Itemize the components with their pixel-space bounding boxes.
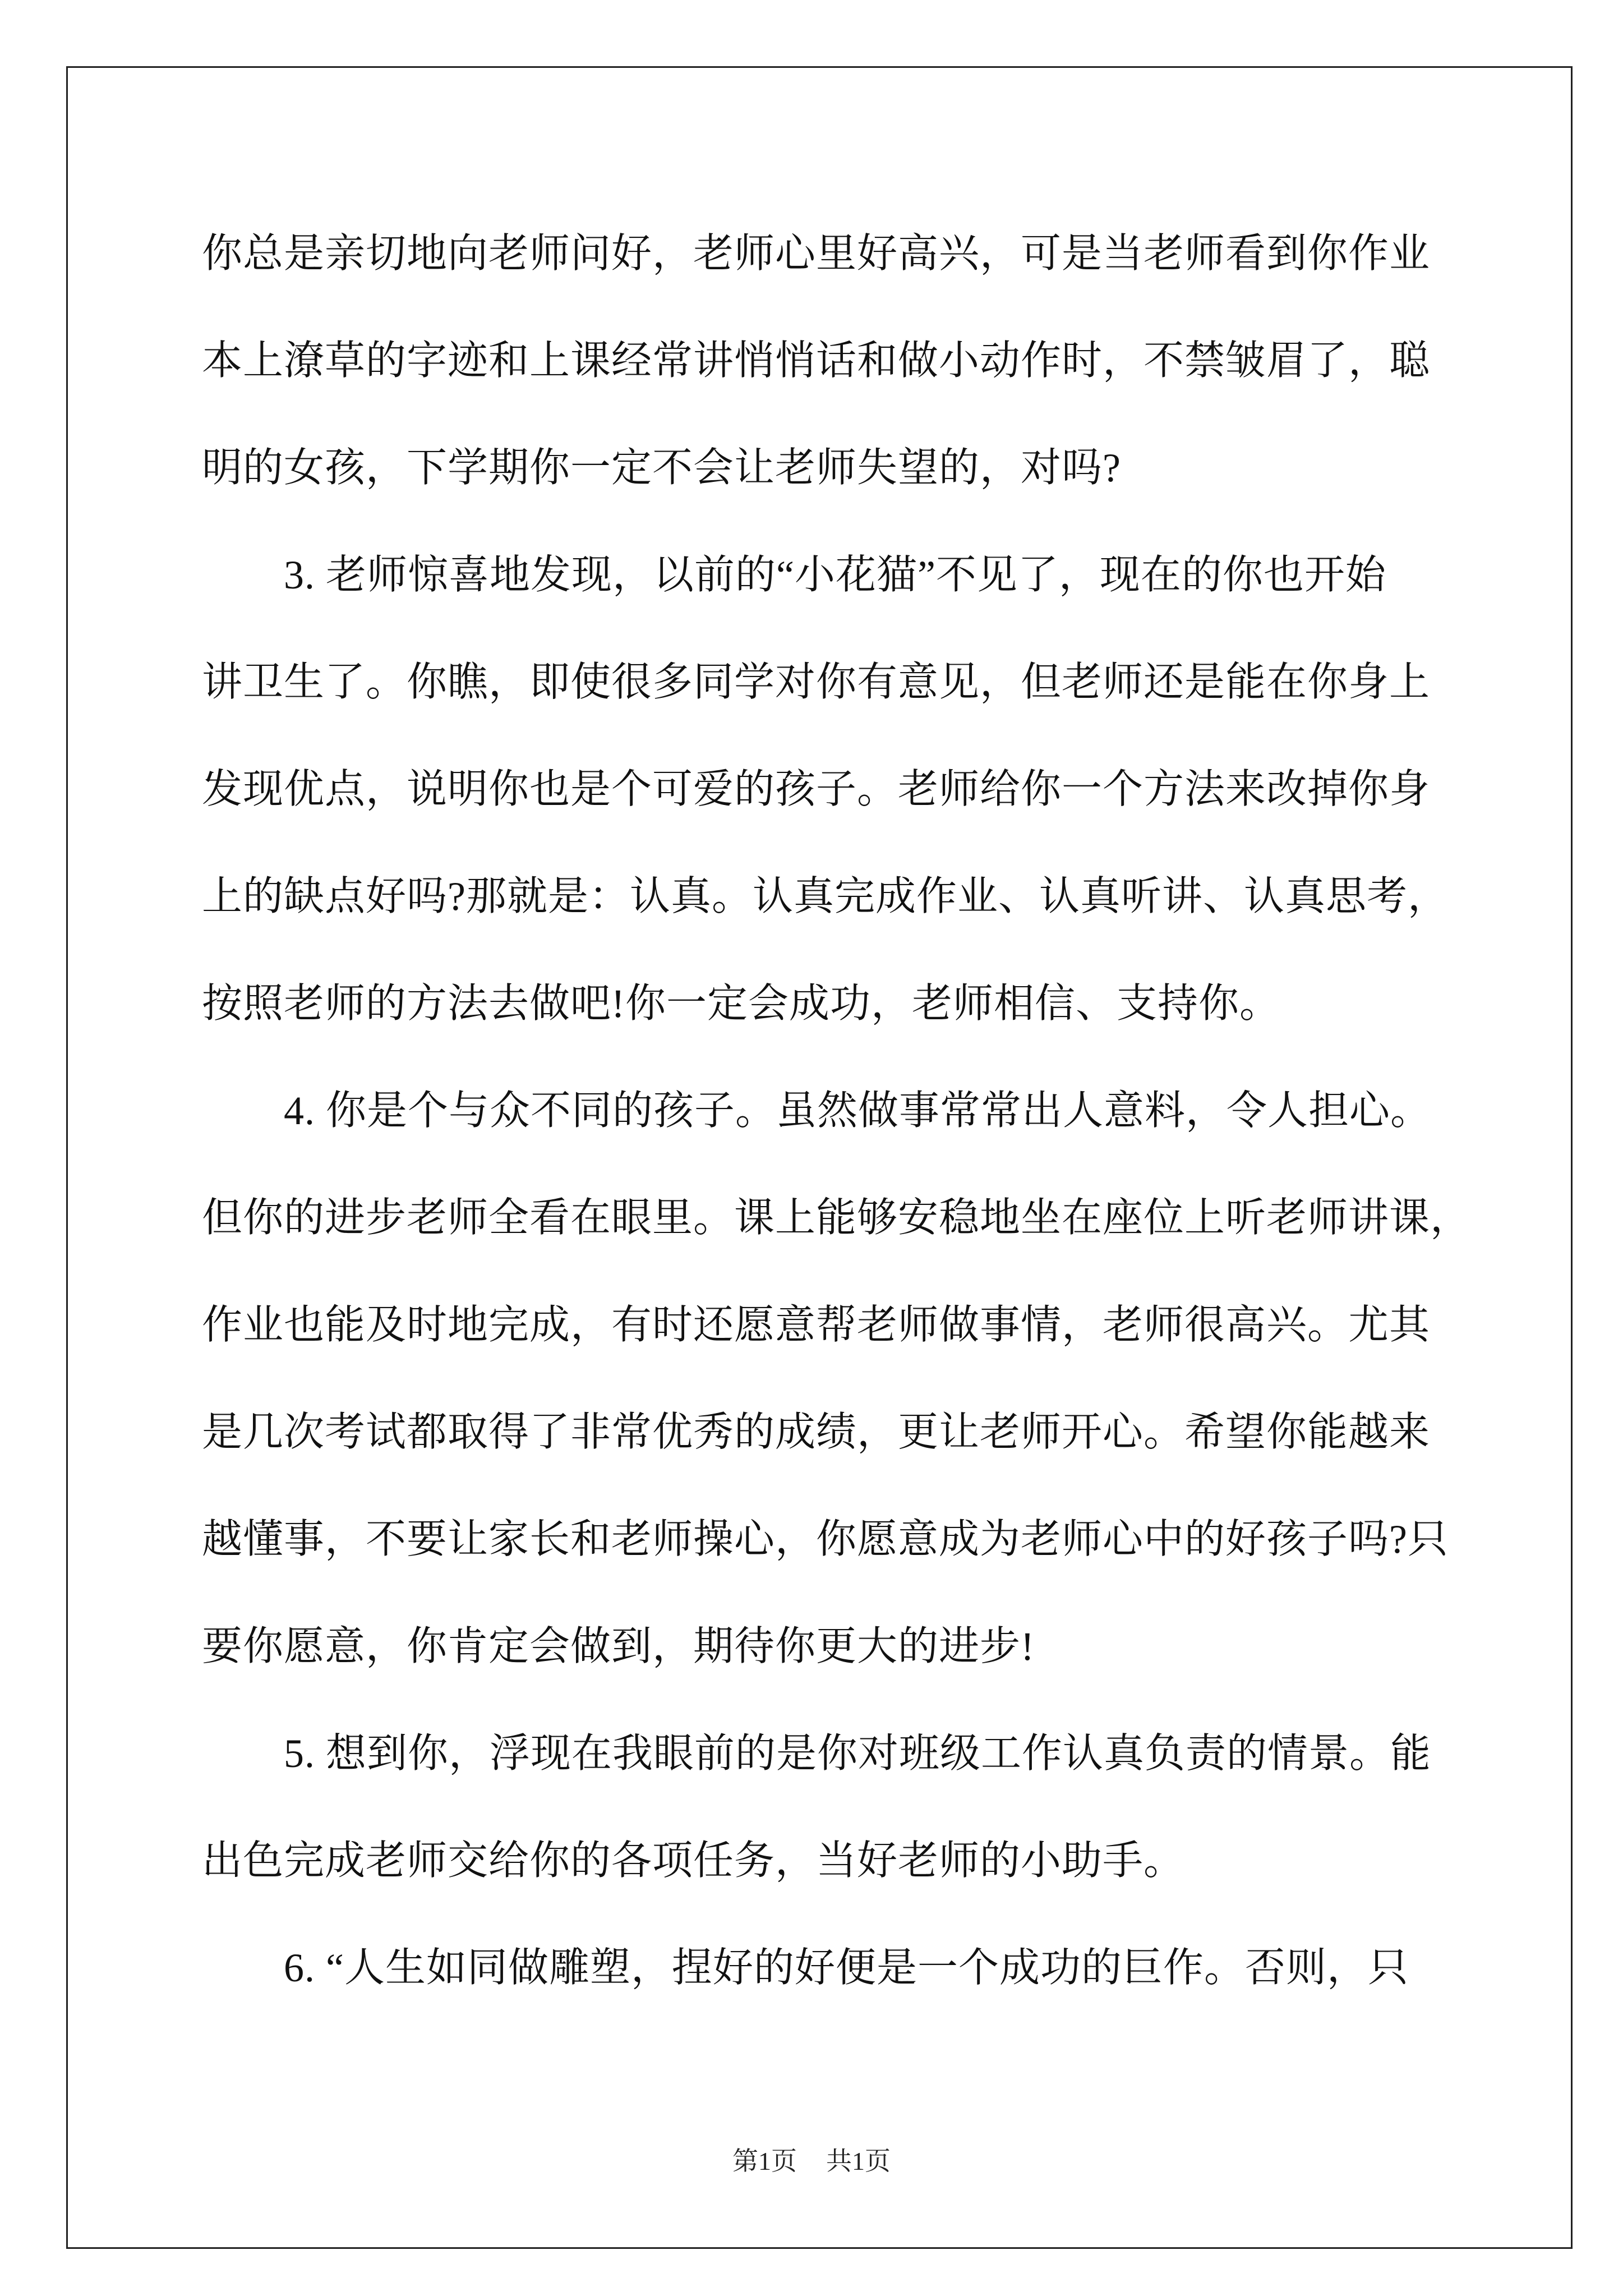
- text-line: 你总是亲切地向老师问好，老师心里好高兴，可是当老师看到你作业: [202, 231, 1431, 276]
- text-line: 要你愿意，你肯定会做到，期待你更大的进步!: [202, 1624, 1035, 1669]
- paragraph: [202, 1915, 1492, 2022]
- text-line: 上的缺点好吗?那就是：认真。认真完成作业、认真听讲、认真思考，: [202, 874, 1449, 919]
- paragraph: [202, 200, 1492, 522]
- page-number: 第1页: [732, 2147, 797, 2175]
- text-line: 越懂事，不要让家长和老师操心，你愿意成为老师心中的好孩子吗?只: [202, 1517, 1449, 1562]
- document-body: [202, 200, 1492, 2022]
- text-line: 但你的进步老师全看在眼里。课上能够安稳地坐在座位上听老师讲课，: [202, 1195, 1472, 1240]
- page-total: 共1页: [826, 2147, 891, 2175]
- text-line: 讲卫生了。你瞧，即使很多同学对你有意见，但老师还是能在你身上: [202, 660, 1431, 705]
- paragraph: [202, 1057, 1492, 1700]
- text-line: 5. 想到你，浮现在我眼前的是你对班级工作认真负责的情景。能: [284, 1731, 1432, 1776]
- text-line: 按照老师的方法去做吧!你一定会成功，老师相信、支持你。: [202, 981, 1280, 1026]
- text-line: 是几次考试都取得了非常优秀的成绩，更让老师开心。希望你能越来: [202, 1410, 1431, 1455]
- text-line: 发现优点，说明你也是个可爱的孩子。老师给你一个方法来改掉你身: [202, 767, 1431, 812]
- text-line: 出色完成老师交给你的各项任务，当好老师的小助手。: [202, 1838, 1185, 1883]
- text-line: 6. “人生如同做雕塑，捏好的好便是一个成功的巨作。否则，只: [284, 1945, 1409, 1990]
- paragraph: [202, 522, 1492, 1057]
- text-line: 明的女孩，下学期你一定不会让老师失望的，对吗?: [202, 445, 1121, 490]
- text-line: 3. 老师惊喜地发现，以前的“小花猫”不见了，现在的你也开始: [284, 553, 1386, 597]
- text-line: 作业也能及时地完成，有时还愿意帮老师做事情，老师很高兴。尤其: [202, 1303, 1431, 1347]
- paragraph: [202, 1700, 1492, 1915]
- page-footer: [0, 2145, 1623, 2178]
- text-line: 本上潦草的字迹和上课经常讲悄悄话和做小动作时，不禁皱眉了，聪: [202, 338, 1431, 383]
- text-line: 4. 你是个与众不同的孩子。虽然做事常常出人意料，令人担心。: [284, 1088, 1432, 1133]
